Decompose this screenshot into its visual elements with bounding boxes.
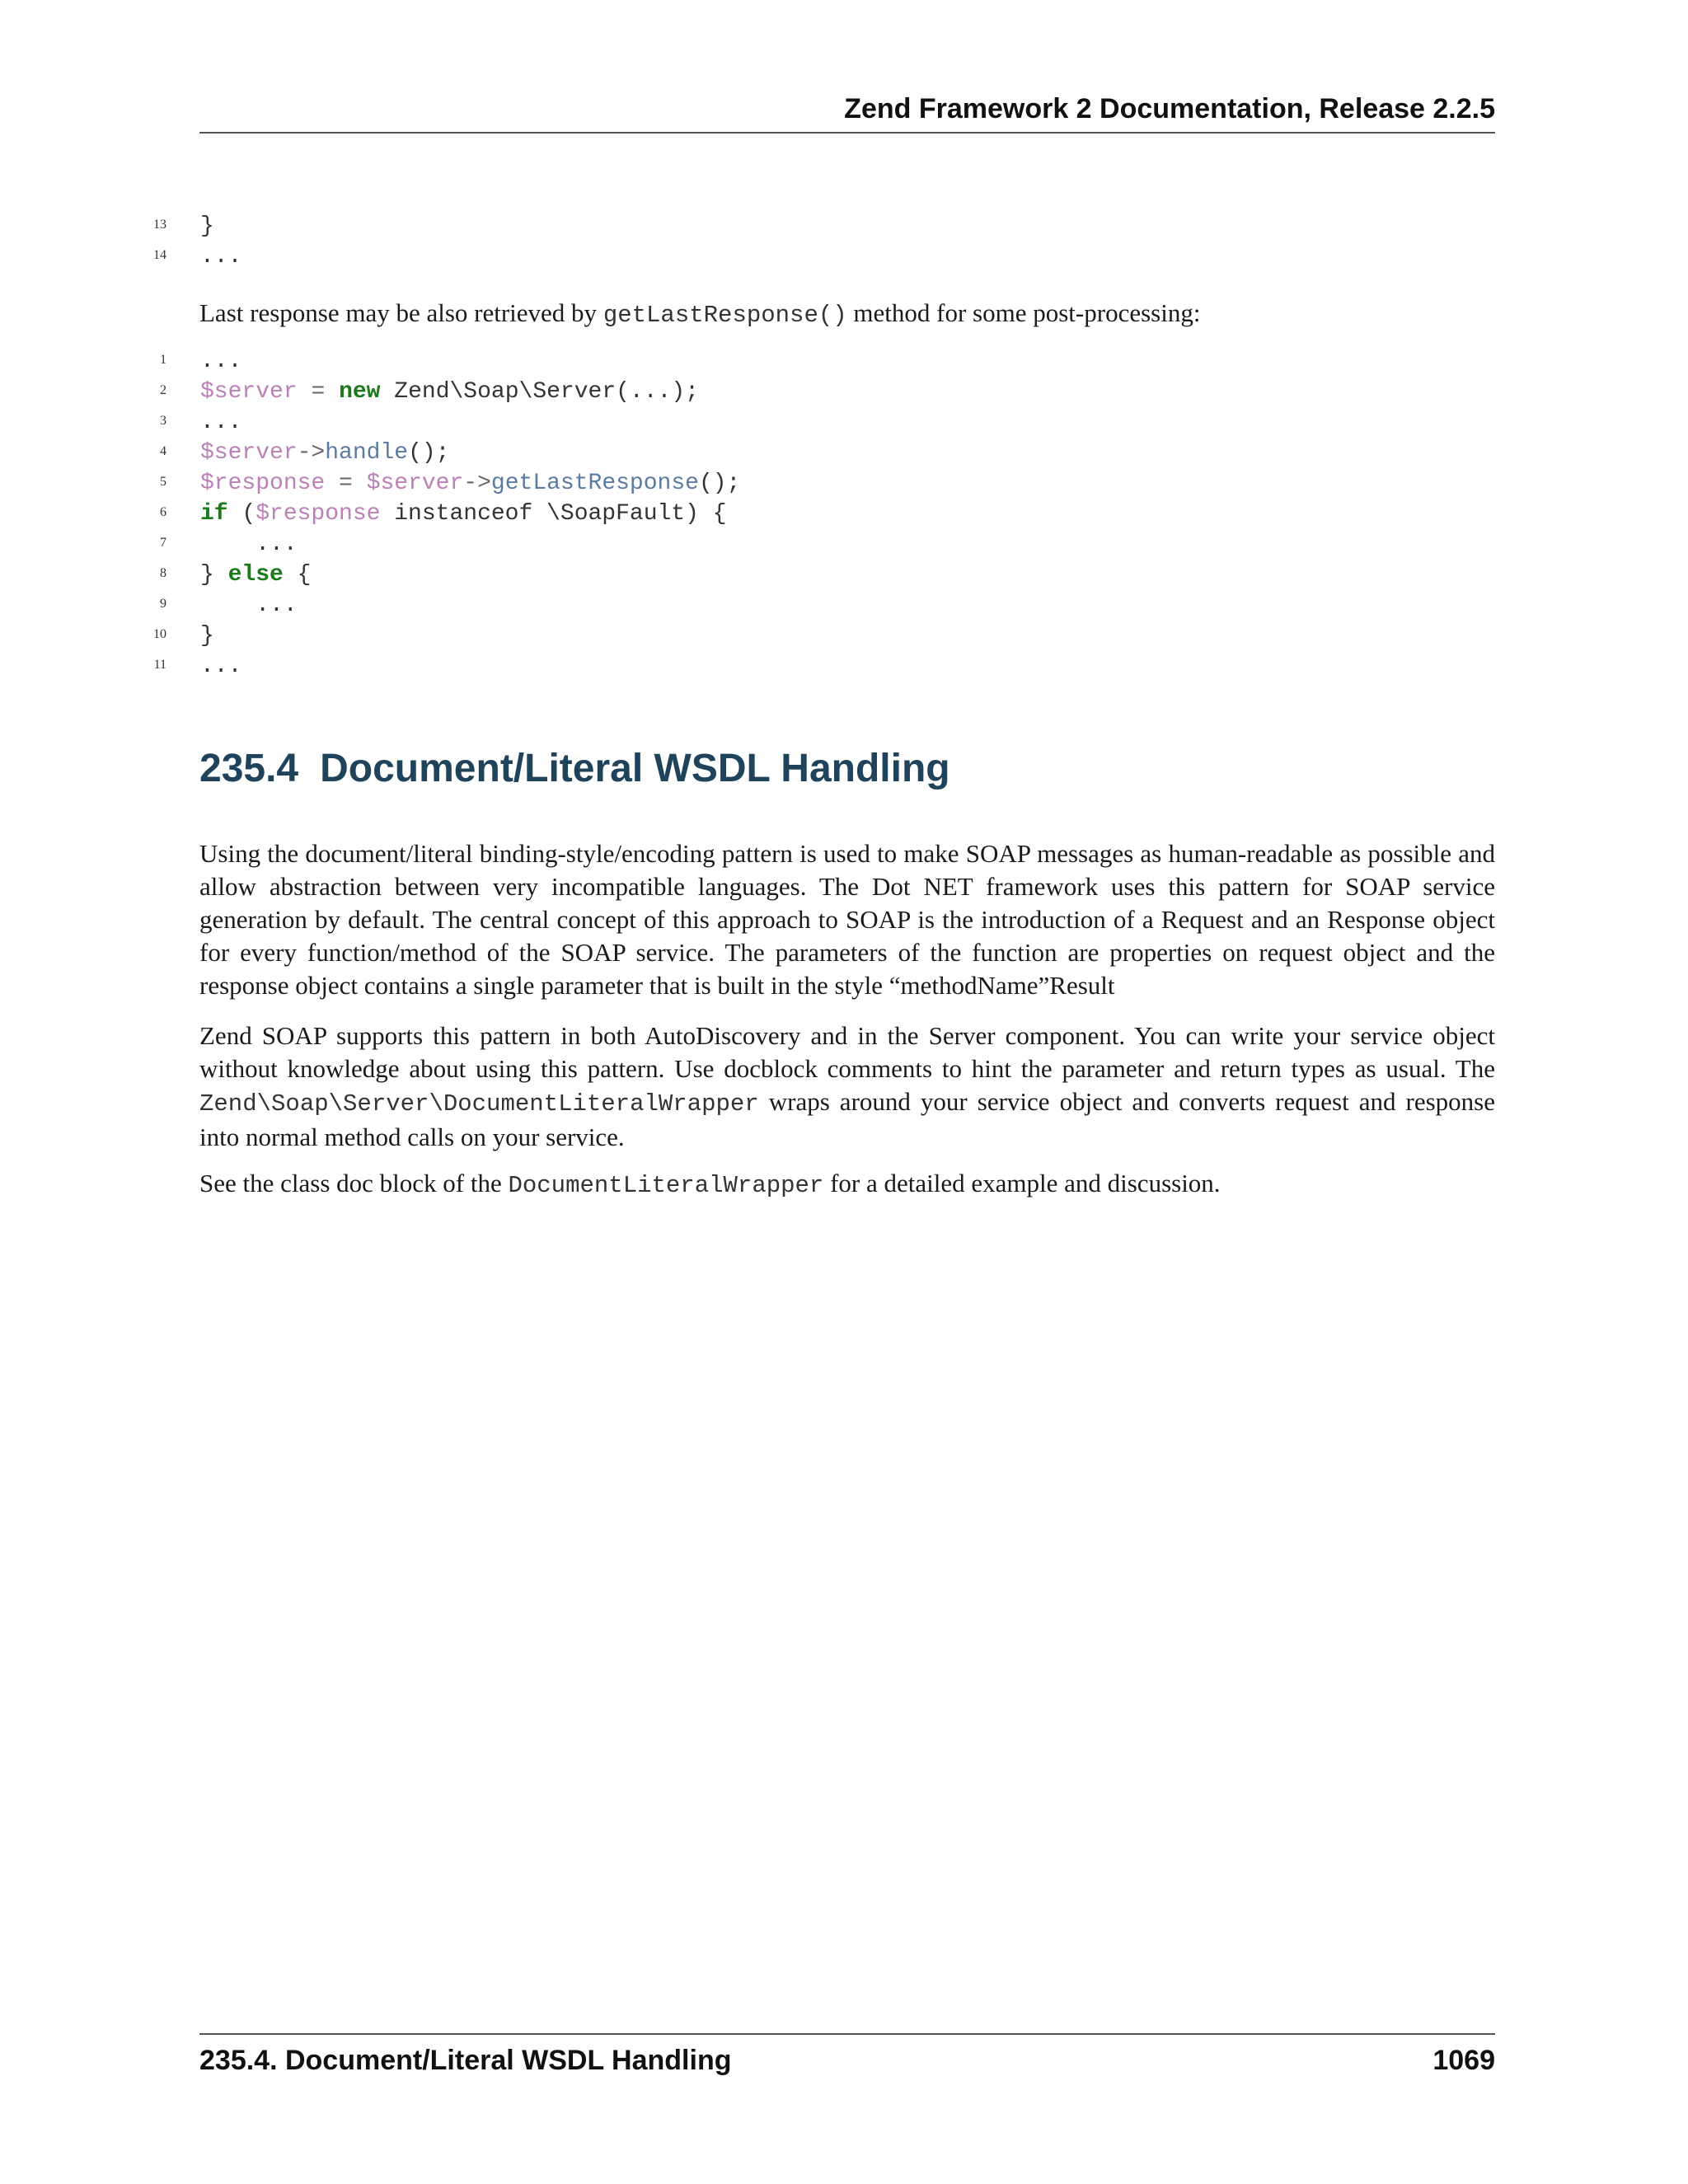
code-token: ( <box>227 501 256 527</box>
code-block-continuation <box>0 211 1688 272</box>
code-line <box>0 241 1688 272</box>
code-line <box>0 560 1688 590</box>
code-token: ... <box>200 532 298 557</box>
code-token: else <box>227 562 284 588</box>
code-text <box>200 560 311 590</box>
code-token: } <box>200 562 228 588</box>
code-line <box>0 211 1688 241</box>
line-number: 1 <box>160 353 166 367</box>
code-token: ... <box>200 349 242 374</box>
document-title: Zend Framework 2 Documentation, Release 2.2.5 <box>844 93 1495 124</box>
code-text <box>200 499 727 529</box>
line-number: 4 <box>160 444 166 458</box>
line-number: 3 <box>160 414 166 428</box>
section-heading <box>199 746 950 791</box>
code-token: getLastResponse <box>490 471 699 496</box>
code-token: -> <box>463 471 491 496</box>
line-number: 5 <box>160 475 166 489</box>
code-text <box>200 529 298 560</box>
code-token: Zend\Soap\Server(...); <box>380 379 699 405</box>
code-token: handle <box>325 440 409 466</box>
footer-section-title: 235.4. Document/Literal WSDL Handling <box>199 2045 732 2076</box>
code-token <box>325 379 339 405</box>
code-token: $server <box>200 379 298 405</box>
code-line <box>0 438 1688 468</box>
code-token <box>298 379 312 405</box>
code-line <box>0 499 1688 529</box>
code-token <box>353 471 367 496</box>
code-token: $response <box>256 501 381 527</box>
paragraph-text: See the class doc block of the <box>199 1169 509 1197</box>
code-line <box>0 377 1688 407</box>
section-number: 235.4 <box>199 747 299 790</box>
code-text <box>200 346 241 377</box>
inline-code: Zend\Soap\Server\DocumentLiteralWrapper <box>199 1090 759 1118</box>
code-text <box>200 407 241 438</box>
code-token: } <box>200 623 214 649</box>
code-text <box>200 621 214 651</box>
code-token: $server <box>366 471 464 496</box>
code-text <box>200 651 241 682</box>
code-token: (); <box>698 471 741 496</box>
inline-code: DocumentLiteralWrapper <box>508 1172 824 1199</box>
page-number: 1069 <box>1432 2045 1495 2076</box>
line-number: 9 <box>160 597 166 611</box>
code-token: $server <box>200 440 298 466</box>
code-token: new <box>339 379 381 405</box>
paragraph-text: for a detailed example and discussion. <box>823 1169 1221 1197</box>
code-token: ... <box>200 654 242 679</box>
code-block-get-last-response <box>0 346 1688 682</box>
line-number: 2 <box>160 383 166 397</box>
code-text <box>200 377 699 407</box>
code-line <box>0 621 1688 651</box>
line-number: 7 <box>160 536 166 550</box>
line-number: 6 <box>160 505 166 519</box>
code-text <box>200 590 298 621</box>
section-title: Document/Literal WSDL Handling <box>320 747 950 790</box>
code-line <box>0 468 1688 499</box>
paragraph-document-literal: Using the document/literal binding-style/encoding pattern is used to make SOAP messages as human-readable as possible and allow abstraction between very incompatible languages. The Dot NET framework uses this pattern for SOAP service generation by default. The central concept of this approach to SOAP is the introduction of a Request and an Response object for every function/method of the SOAP service. The parameters of the function are properties on request object and the response object contains a single parameter that is built in the style “methodName”Result <box>199 839 1495 1000</box>
code-token: if <box>200 501 228 527</box>
code-line <box>0 590 1688 621</box>
paragraph-zend-soap-support <box>199 1019 1495 1154</box>
line-number: 14 <box>153 248 166 262</box>
paragraph-last-response <box>199 297 1495 332</box>
code-line <box>0 651 1688 682</box>
code-token: $response <box>200 471 326 496</box>
line-number: 11 <box>153 658 166 672</box>
code-token: { <box>283 562 312 588</box>
paragraph-see-class-doc <box>199 1167 1495 1202</box>
code-token: ... <box>200 593 298 618</box>
code-token <box>325 471 339 496</box>
code-token: -> <box>297 440 326 466</box>
page-header <box>199 92 1495 134</box>
code-token: instanceof \SoapFault) { <box>380 501 727 527</box>
code-line <box>0 407 1688 438</box>
inline-code: getLastResponse() <box>603 302 847 329</box>
code-token: = <box>339 471 353 496</box>
paragraph-text: method for some post-processing: <box>846 298 1201 327</box>
paragraph-text: Zend SOAP supports this pattern in both AutoDiscovery and in the Server component. You can write your service object without knowledge about using this pattern. Use docblock comments to hint the parameter and return types as usual. The <box>199 1021 1495 1083</box>
code-line <box>0 346 1688 377</box>
line-number: 8 <box>160 566 166 580</box>
code-text <box>200 241 241 272</box>
code-token: ... <box>200 410 242 435</box>
code-token: (); <box>408 440 450 466</box>
code-token: ... <box>200 244 242 269</box>
code-token: = <box>311 379 326 405</box>
line-number: 13 <box>153 218 166 232</box>
page-footer <box>199 2033 1495 2084</box>
line-number: 10 <box>153 627 166 641</box>
paragraph-text: Last response may be also retrieved by <box>199 298 603 327</box>
code-text <box>200 211 214 241</box>
code-text <box>200 468 740 499</box>
code-text <box>200 438 449 468</box>
paragraph-text: wraps around your service object and converts request and response into normal method calls on your service. <box>199 1087 1495 1151</box>
code-token: } <box>200 213 214 239</box>
code-line <box>0 529 1688 560</box>
